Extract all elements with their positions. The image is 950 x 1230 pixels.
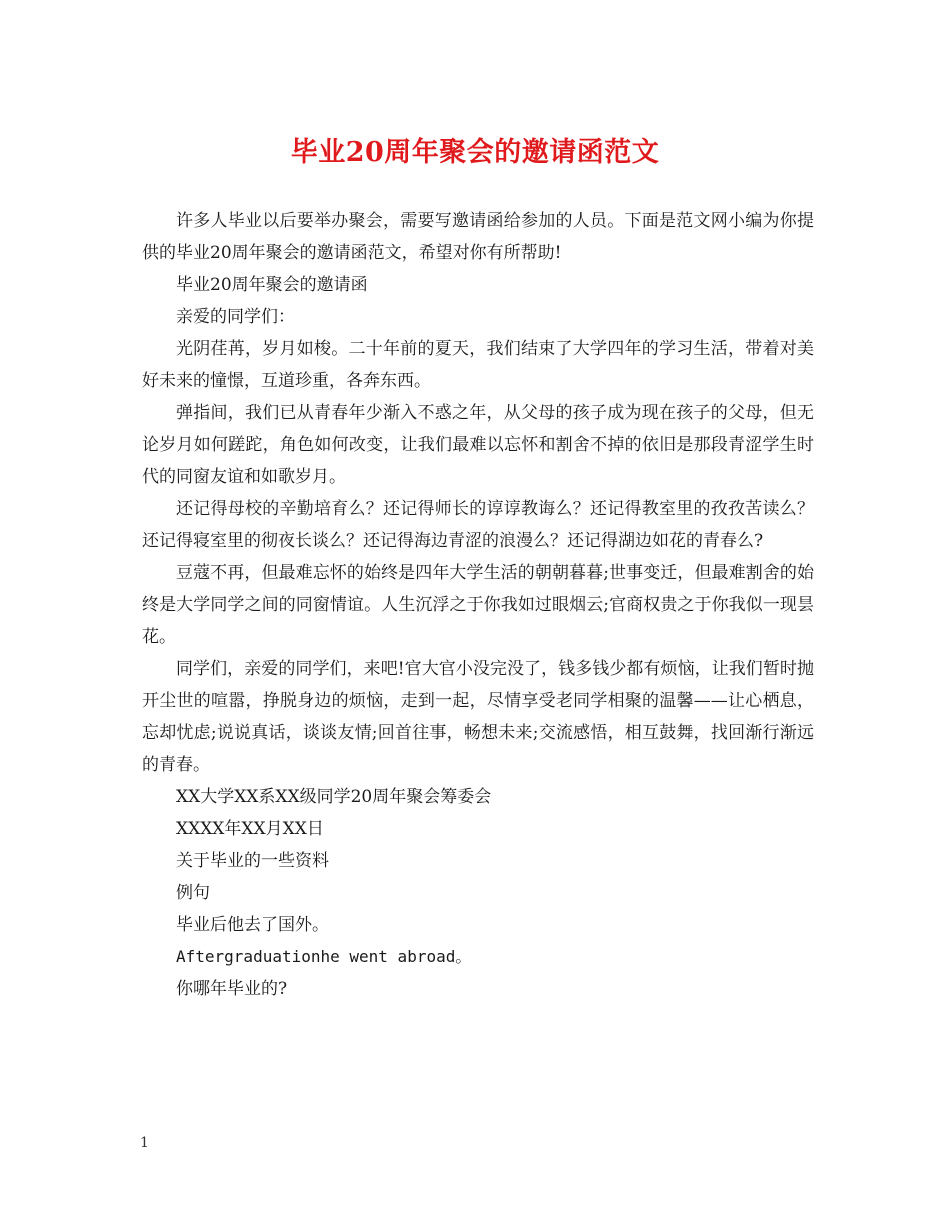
intro-paragraph: 许多人毕业以后要举办聚会，需要写邀请函给参加的人员。下面是范文网小编为你提供的毕业20周年聚会的邀请函范文，希望对你有所帮助! — [142, 211, 814, 263]
document-body — [142, 205, 814, 1005]
example-sentence: 你哪年毕业的? — [176, 979, 288, 999]
section-heading: 关于毕业的一些资料 — [176, 851, 329, 871]
example-sentence: 毕业后他去了国外。 — [176, 915, 329, 935]
example-label: 例句 — [176, 883, 210, 903]
letter-date: XXXX年XX月XX日 — [176, 819, 324, 839]
salutation: 亲爱的同学们： — [176, 307, 295, 327]
letter-paragraph: 弹指间，我们已从青春年少渐入不惑之年，从父母的孩子成为现在孩子的父母，但无论岁月如何蹉跎，角色如何改变，让我们最难以忘怀和割舍不掉的依旧是那段青涩学生时代的同窗友谊和如歌岁月。 — [142, 403, 814, 487]
letter-paragraph: 还记得母校的辛勤培育么？还记得师长的谆谆教诲么？还记得教室里的孜孜苦读么？还记得寝室里的彻夜长谈么？还记得海边青涩的浪漫么？还记得湖边如花的青春么? — [142, 499, 814, 551]
document-title: 毕业20周年聚会的邀请函范文 — [290, 137, 660, 168]
letter-paragraph: 同学们，亲爱的同学们，来吧!官大官小没完没了，钱多钱少都有烦恼，让我们暂时抛开尘世的喧嚣，挣脱身边的烦恼，走到一起，尽情享受老同学相聚的温馨——让心栖息，忘却忧虑;说说真话，谈谈友情;回首往事，畅想未来;交流感悟，相互鼓舞，找回渐行渐远的青春。 — [142, 659, 814, 775]
letter-signature: XX大学XX系XX级同学20周年聚会筹委会 — [176, 787, 492, 807]
letter-paragraph: 光阴荏苒，岁月如梭。二十年前的夏天，我们结束了大学四年的学习生活，带着对美好未来的憧憬，互道珍重，各奔东西。 — [142, 339, 814, 391]
letter-heading: 毕业20周年聚会的邀请函 — [176, 275, 368, 295]
letter-paragraph: 豆蔻不再，但最难忘怀的始终是四年大学生活的朝朝暮暮;世事变迁，但最难割舍的始终是大学同学之间的同窗情谊。人生沉浮之于你我如过眼烟云;官商权贵之于你我似一现昙花。 — [142, 563, 814, 647]
example-translation: Aftergraduationhe went abroad。 — [176, 947, 472, 966]
page-number: 1 — [140, 1135, 149, 1151]
